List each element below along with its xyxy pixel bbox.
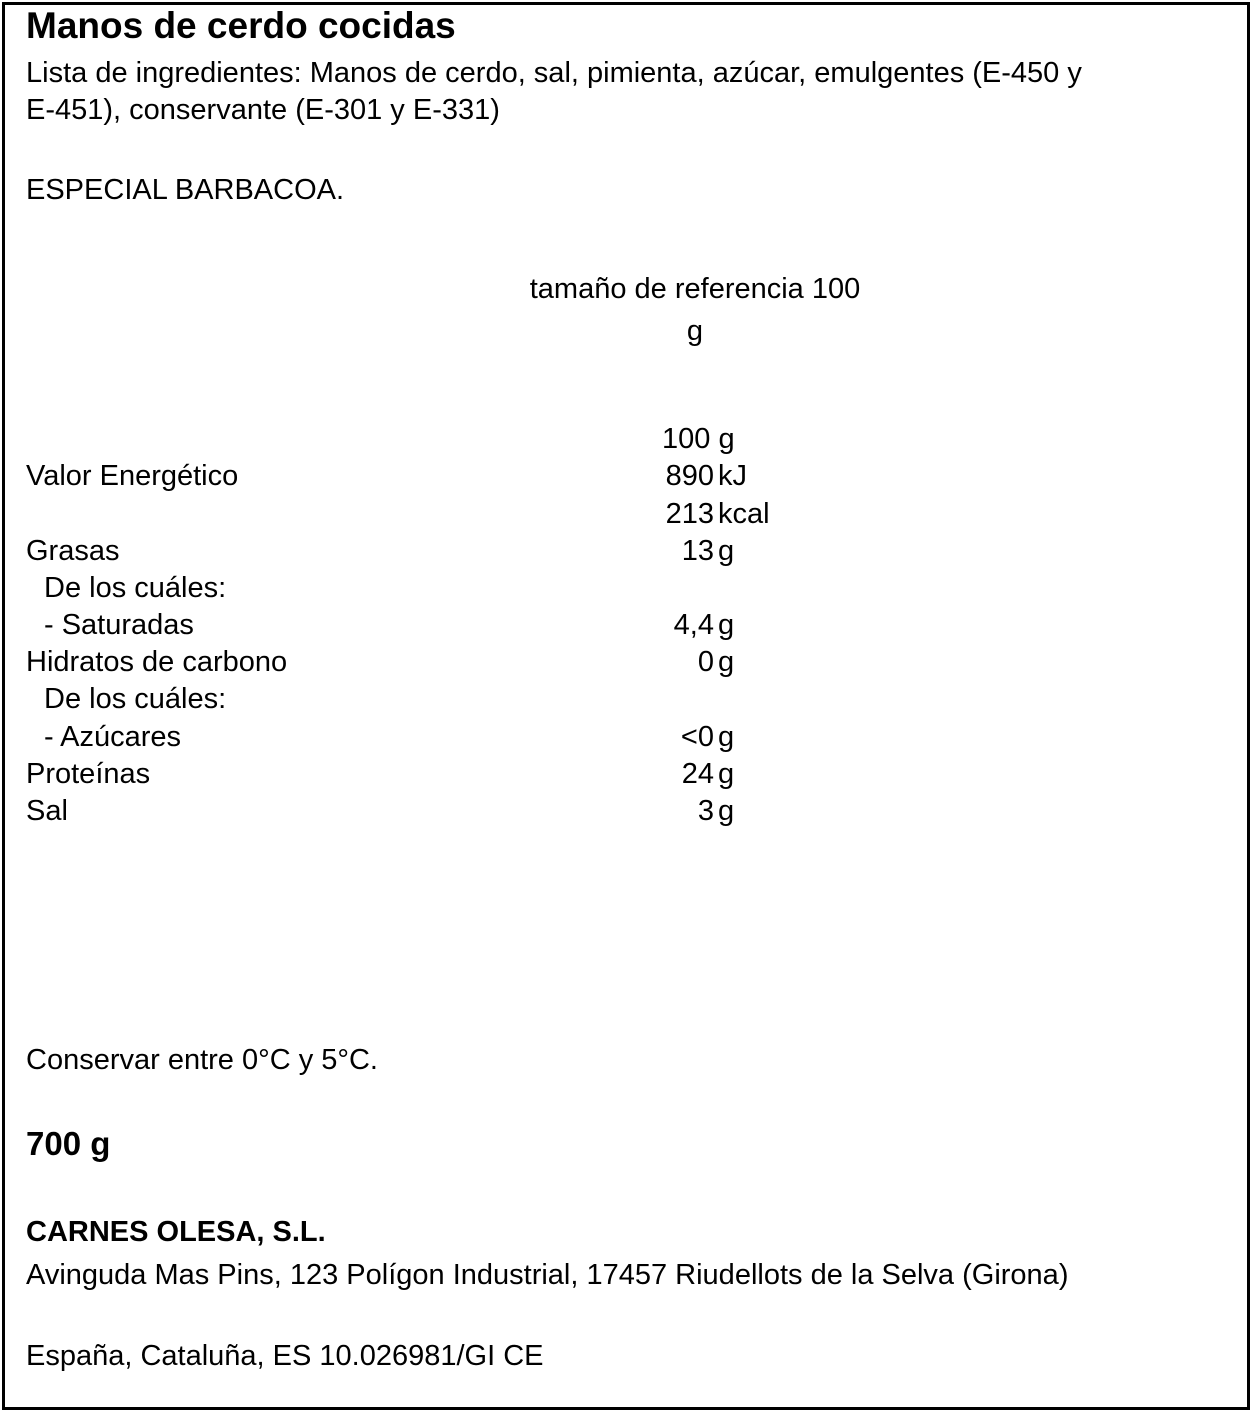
saturated-label: - Saturadas [44,609,194,641]
ingredients-line-1: Lista de ingredientes: Manos de cerdo, sal, pimienta, azúcar, emulgentes (E-450 y [26,57,1082,89]
saturated-unit: g [718,609,735,641]
salt-label: Sal [26,795,68,827]
company-name: CARNES OLESA, S.L. [26,1216,326,1248]
fat-sub-label: De los cuáles: [44,572,227,604]
origin-line: España, Cataluña, ES 10.026981/GI CE [26,1340,544,1372]
protein-unit: g [718,758,735,790]
ingredients-line-2: E-451), conservante (E-301 y E-331) [26,94,500,126]
fat-value: 13 [681,535,714,567]
reference-size-line-1: tamaño de referencia 100 [529,273,861,305]
saturated-value: 4,4 [673,609,714,641]
fat-unit: g [718,535,735,567]
reference-size-line-2: g [686,315,704,347]
sugars-unit: g [718,721,735,753]
salt-value: 3 [697,795,714,827]
sugars-value: <0 [680,721,714,753]
storage-instructions: Conservar entre 0°C y 5°C. [26,1044,378,1076]
energy-kcal-unit: kcal [718,498,770,530]
energy-kcal-value: 213 [665,498,714,530]
net-weight: 700 g [26,1125,111,1162]
product-title: Manos de cerdo cocidas [26,5,456,46]
energy-kj-unit: kJ [718,460,747,492]
fat-label: Grasas [26,535,120,567]
salt-unit: g [718,795,735,827]
sugars-label: - Azúcares [44,721,181,753]
energy-kj-value: 890 [665,460,714,492]
energy-label: Valor Energético [26,460,239,492]
carbs-label: Hidratos de carbono [26,646,288,678]
protein-value: 24 [681,758,714,790]
protein-label: Proteínas [26,758,151,790]
special-note: ESPECIAL BARBACOA. [26,174,345,206]
column-header: 100 g [662,423,735,455]
carbs-value: 0 [697,646,714,678]
company-address: Avinguda Mas Pins, 123 Polígon Industrial, 17457 Riudellots de la Selva (Girona) [26,1259,1069,1291]
carbs-unit: g [718,646,735,678]
carbs-sub-label: De los cuáles: [44,683,227,715]
